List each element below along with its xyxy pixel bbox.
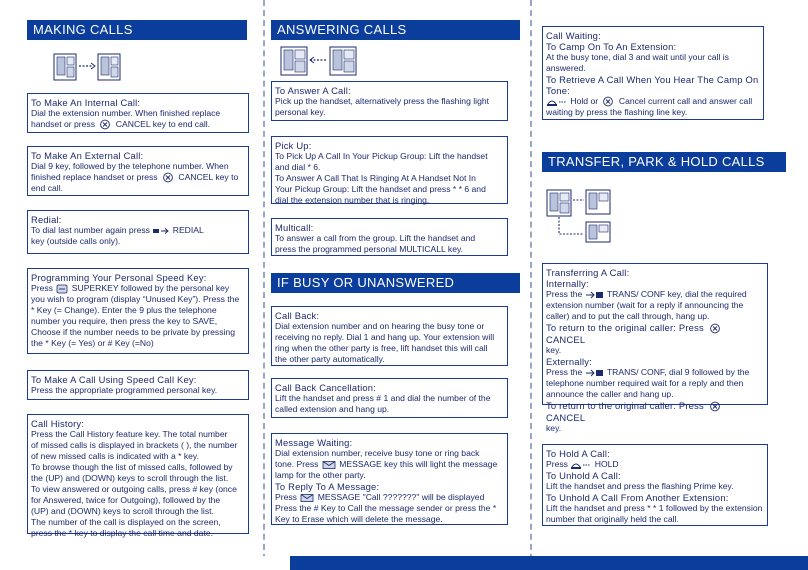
external-call-line: end call. xyxy=(31,183,64,194)
call-back-cancel-box xyxy=(271,378,508,418)
multicall-title: Multicall: xyxy=(275,222,314,233)
external-call-title: To Make An External Call: xyxy=(31,150,144,161)
phones-illustration-icon xyxy=(53,52,123,82)
redial-key-icon xyxy=(152,226,170,236)
speed-key-line: Press xyxy=(31,283,53,293)
column-divider-left xyxy=(263,0,265,570)
hold-call-line: number that originally held the call. xyxy=(546,514,679,524)
retrieve-call-subtitle: To Retrieve A Call When You Hear The Camp On xyxy=(546,74,759,85)
pick-up-line: To Answer A Call That Is Ringing At A Handset Not In xyxy=(275,173,476,183)
transfer-call-line: key. xyxy=(546,423,562,434)
hold-key-icon xyxy=(570,460,592,470)
call-history-line: To view answered or outgoing calls, press # key (once xyxy=(31,484,237,494)
if-busy-header: IF BUSY OR UNANSWERED xyxy=(271,273,520,293)
answer-call-line: personal key. xyxy=(275,107,326,117)
return-caller-subtitle: To return to the original caller: Press xyxy=(546,400,704,412)
internal-call-box xyxy=(27,93,249,133)
cancel-key-icon xyxy=(707,323,723,334)
hold-call-line: Lift the handset and press the flashing Prime key. xyxy=(546,481,734,491)
retrieve-call-subtitle: Tone: xyxy=(546,85,570,96)
call-back-cancel-line: Lift the handset and press # 1 and dial the number of the xyxy=(275,393,491,403)
return-caller-subtitle: To return to the original caller: Press xyxy=(546,322,704,333)
transfer-call-line: TRANS/ CONF, dial 9 followed by the xyxy=(606,367,750,378)
unhold-other-subtitle: To Unhold A Call From Another Extension: xyxy=(546,492,729,503)
message-waiting-line: Press xyxy=(275,492,297,502)
external-call-box xyxy=(27,146,249,196)
message-key-icon xyxy=(299,493,315,503)
pick-up-line: Your Pickup Group: Lift the handset and press * * 6 and xyxy=(275,184,486,194)
pick-up-line: dial the extension number that is ringing. xyxy=(275,195,430,205)
speed-key-line: SUPERKEY followed by the personal key xyxy=(71,283,230,293)
hold-call-box xyxy=(542,444,768,526)
speed-key-line: the * Key (= Yes) or # Key (=No) xyxy=(31,338,154,348)
speed-call-use-box xyxy=(27,370,249,400)
call-waiting-line: waiting by press the flashing line key. xyxy=(546,107,688,118)
call-back-line: the other party automatically. xyxy=(275,354,385,364)
multicall-line: press the programmed personal MULTICALL key. xyxy=(275,244,464,254)
answer-call-title: To Answer A Call: xyxy=(275,85,351,96)
making-calls-header: MAKING CALLS xyxy=(27,20,247,40)
speed-call-use-line: Press the appropriate programmed personal key. xyxy=(31,385,218,395)
call-back-line: receiving no reply. Dial 1 and hang up. Your extension will xyxy=(275,332,495,342)
externally-subtitle: Externally: xyxy=(546,356,592,368)
superkey-icon xyxy=(55,284,69,294)
cancel-key-icon xyxy=(160,172,176,183)
speed-key-line: Choose if the number needs to be private by pressing xyxy=(31,327,235,337)
external-call-line: CANCEL key to xyxy=(178,172,239,182)
answer-call-box xyxy=(271,81,508,121)
call-history-line: of new missed calls is indicated with a * key. xyxy=(31,451,199,461)
call-back-box xyxy=(271,306,508,366)
message-waiting-line: Press the # Key to Call the message sender or press the * xyxy=(275,503,497,513)
call-waiting-line: At the busy tone, dial 3 and wait until your call is xyxy=(546,52,729,62)
call-history-line: (UP) and (DOWN) keys to scroll through the list. xyxy=(31,506,214,516)
answer-call-line: Pick up the handset, alternatively press the flashing light xyxy=(275,96,490,106)
hold-call-line: Lift the handset and press * * 1 followed by the extension xyxy=(546,503,763,513)
phones-illustration-icon xyxy=(280,44,362,78)
trans-conf-key-icon xyxy=(585,290,605,300)
internal-call-title: To Make An Internal Call: xyxy=(31,97,141,108)
unhold-subtitle: To Unhold A Call: xyxy=(546,470,621,481)
transfer-call-line: key. xyxy=(546,345,562,356)
cancel-key-icon xyxy=(600,96,616,107)
redial-line: key (outside calls only). xyxy=(31,236,121,246)
call-history-line: To browse though the list of missed calls, followed by xyxy=(31,462,233,472)
speed-key-title: Programming Your Personal Speed Key: xyxy=(31,272,207,283)
transfer-call-line: telephone number required wait for a reply and then xyxy=(546,378,744,389)
internally-subtitle: Internally: xyxy=(546,278,589,289)
answering-calls-header: ANSWERING CALLS xyxy=(271,20,520,40)
call-waiting-box xyxy=(542,26,764,120)
message-waiting-line: lamp for the other party. xyxy=(275,470,366,480)
call-history-line: press the * key to display the call time and date. xyxy=(31,528,214,538)
transfer-call-box xyxy=(542,263,768,434)
call-history-line: of missed calls is displayed in brackets ( ), the number xyxy=(31,440,238,450)
message-waiting-line: Dial extension number, receive busy tone or ring back xyxy=(275,448,480,458)
call-waiting-line: answered. xyxy=(546,63,586,73)
bottom-band-bar xyxy=(290,556,808,570)
call-history-line: Press the Call History feature key. The total number xyxy=(31,429,228,439)
column-divider-right xyxy=(530,0,532,570)
multicall-box xyxy=(271,218,508,256)
transfer-call-line: TRANS/ CONF key, dial the required xyxy=(606,289,747,299)
transfer-park-hold-header: TRANSFER, PARK & HOLD CALLS xyxy=(542,152,786,172)
call-history-line: the (UP) and (DOWN) keys to scroll through the list. xyxy=(31,473,229,483)
message-waiting-line: tone. Press xyxy=(275,459,319,469)
transfer-call-line: Press the xyxy=(546,289,583,299)
transfer-call-line: announce the caller and hang up. xyxy=(546,389,674,400)
internal-call-line: CANCEL key to end call. xyxy=(115,119,211,129)
call-history-box xyxy=(27,414,249,538)
internal-call-line: Dial the extension number. When finished replace xyxy=(31,108,221,118)
external-call-line: Dial 9 key, followed by the telephone number. When xyxy=(31,161,229,171)
message-waiting-box xyxy=(271,433,508,525)
speed-key-line: number you require, then press the key to SAVE, xyxy=(31,316,218,326)
trans-conf-key-icon xyxy=(585,368,605,378)
pick-up-title: Pick Up: xyxy=(275,140,312,151)
cancel-key-icon xyxy=(707,401,723,412)
cancel-key-icon xyxy=(97,119,113,130)
return-caller-subtitle: CANCEL xyxy=(546,412,586,424)
transfer-call-line: caller) and to put the call through, hang up. xyxy=(546,311,710,321)
external-call-line: finished replace handset or press xyxy=(31,172,158,182)
redial-line: To dial last number again press xyxy=(31,225,150,235)
call-history-line: The number of the call is displayed on the screen, xyxy=(31,517,221,527)
redial-title: Redial: xyxy=(31,214,62,225)
call-history-line: for Answered, twice for Outgoing), followed by the xyxy=(31,495,221,505)
transfer-call-line: Press the xyxy=(546,367,583,378)
speed-key-line: you wish to program (display “Unused Key”). Press the xyxy=(31,294,240,304)
speed-call-use-title: To Make A Call Using Speed Call Key: xyxy=(31,374,197,385)
hold-call-title: To Hold A Call: xyxy=(546,448,610,459)
pick-up-box xyxy=(271,136,508,204)
transfer-call-line: extension number (wait for a reply if announcing the xyxy=(546,300,744,310)
message-waiting-title: Message Waiting: xyxy=(275,437,353,448)
redial-line: REDIAL xyxy=(172,225,204,235)
camp-on-subtitle: To Camp On To An Extension: xyxy=(546,41,677,52)
call-history-title: Call History: xyxy=(31,418,85,429)
message-waiting-line: Key to Erase which will delete the message. xyxy=(275,514,443,524)
call-waiting-title: Call Waiting: xyxy=(546,30,601,41)
call-back-line: Dial extension number and on hearing the busy tone or xyxy=(275,321,485,331)
redial-box xyxy=(27,210,249,254)
call-back-title: Call Back: xyxy=(275,310,320,321)
pick-up-line: and dial * 6. xyxy=(275,162,321,172)
message-waiting-line: MESSAGE "Call ???????" will be displayed xyxy=(317,492,485,502)
transfer-call-title: Transferring A Call: xyxy=(546,267,630,278)
phones-illustration-icon xyxy=(546,188,612,244)
speed-key-box xyxy=(27,268,249,354)
call-back-cancel-line: called extension and hang up. xyxy=(275,404,390,414)
call-back-cancel-title: Call Back Cancellation: xyxy=(275,382,377,393)
pick-up-line: To Pick Up A Call In Your Pickup Group: Lift the handset xyxy=(275,151,488,161)
call-back-line: ring when the other party is free, lift handset this will call xyxy=(275,343,488,353)
hold-call-line: HOLD xyxy=(594,459,619,469)
speed-key-line: * Key (= Change). Enter the 9 plus the telephone xyxy=(31,305,217,315)
bottom-band xyxy=(0,556,808,570)
call-waiting-line: Cancel current call and answer call xyxy=(618,96,753,106)
message-key-icon xyxy=(321,460,337,470)
internal-call-line: handset or press xyxy=(31,119,96,129)
message-waiting-line: MESSAGE key this will light the message xyxy=(339,459,498,469)
multicall-line: To answer a call from the group. Lift the handset and xyxy=(275,233,476,243)
hold-call-line: Press xyxy=(546,459,568,469)
reply-message-subtitle: To Reply To A Message: xyxy=(275,481,380,492)
return-caller-subtitle: CANCEL xyxy=(546,334,586,346)
hold-key-icon xyxy=(546,97,568,107)
call-waiting-line: Hold or xyxy=(570,96,599,106)
